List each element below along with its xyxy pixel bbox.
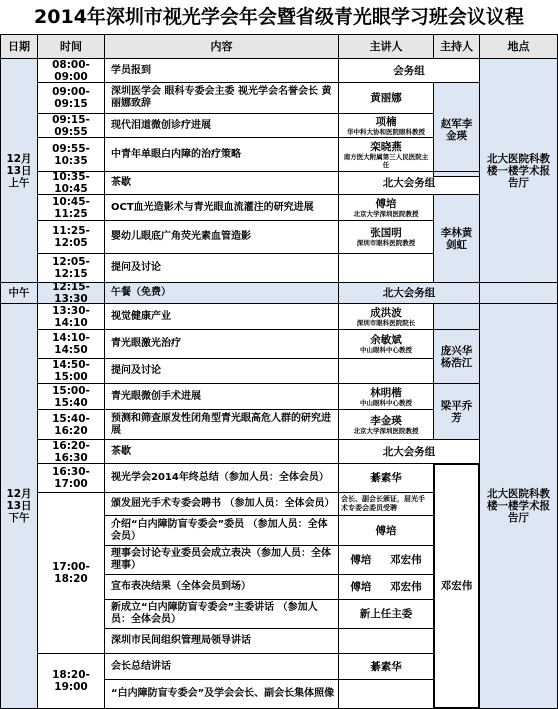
- speaker-org: 华中科大协和医院眼科教授: [347, 127, 425, 136]
- speaker-name: 张国明: [370, 227, 402, 239]
- row-speaker: 黄丽娜: [338, 82, 434, 114]
- host-cell: 赵军李金瑛: [433, 82, 480, 177]
- row-content: 午餐（免费）: [104, 282, 339, 304]
- row-speaker: [338, 113, 434, 138]
- row-speaker: 綦素华: [338, 653, 434, 680]
- speaker-name: 栾晓燕: [370, 140, 402, 153]
- speaker-b: 邓宏伟: [390, 581, 422, 593]
- row-time: 10:35-10:45: [37, 171, 105, 195]
- row-speaker: 北大会务组: [338, 282, 480, 304]
- row-speaker: [338, 409, 434, 440]
- speaker-name: 成洪波: [370, 306, 402, 319]
- row-time: 12:15-13:30: [37, 282, 105, 304]
- row-content: 茶歇: [104, 439, 339, 464]
- header-time: 时间: [37, 34, 105, 59]
- row-time: 09:55-10:35: [37, 137, 105, 172]
- row-speaker: [338, 329, 434, 359]
- row-speaker: [338, 303, 434, 330]
- row-content: 颁发屈光手术专委会聘书 （参加人员：全体会员）: [104, 492, 339, 516]
- row-time: 13:30-14:10: [37, 303, 105, 330]
- row-speaker: [338, 628, 434, 654]
- row-content: OCT血光造影术与青光眼血流灌注的研究进展: [104, 194, 339, 221]
- row-content: 青光眼微创手术进展: [104, 383, 339, 410]
- row-time: 10:45-11:25: [37, 194, 105, 221]
- row-content: 现代泪道微创诊疗进展: [104, 113, 339, 138]
- host-cell: 邓宏伟: [433, 463, 480, 709]
- row-speaker: [338, 137, 434, 172]
- date-morning: 12月13日上午: [0, 58, 38, 283]
- speaker-org: 中山眼科中心教授: [360, 346, 412, 354]
- row-speaker: 傅培: [338, 515, 434, 546]
- row-content: 新成立“白内障防盲专委会”主委讲话 （参加人员：全体会员）: [104, 599, 339, 629]
- row-speaker: 綦素华: [338, 463, 434, 493]
- row-content: 宣布表决结果（全体会员到场）: [104, 574, 339, 600]
- row-speaker: [338, 253, 434, 283]
- speaker-org: 深圳市眼科医院教授: [356, 239, 416, 247]
- row-content: 深圳医学会 眼科专委会主委 视光学会名誉会长 黄丽娜致辞: [104, 82, 339, 114]
- host-cell: 李林黄剑虹: [433, 194, 480, 283]
- row-speaker: [338, 358, 434, 384]
- host-blank: [433, 303, 480, 330]
- row-speaker: [338, 194, 434, 221]
- speaker-org: 北京大学深圳医院教授: [353, 209, 419, 218]
- speaker-org: 中山眼科中心教授: [360, 398, 412, 407]
- row-speaker: [338, 545, 434, 575]
- row-time: 14:50-15:00: [37, 358, 105, 384]
- row-speaker: 新上任主委: [338, 599, 434, 629]
- speaker-org: 北京大学深圳医院教授: [353, 426, 419, 435]
- page-title: 2014年深圳市视光学会年会暨省级青光眼学习班会议议程: [34, 6, 524, 28]
- speaker-name: 李金瑛: [370, 414, 402, 427]
- row-speaker: [338, 492, 434, 516]
- row-content: 提问及讨论: [104, 253, 339, 283]
- row-time: 16:20-16:30: [37, 439, 105, 464]
- row-speaker: [338, 679, 434, 709]
- speaker-a: 傅培: [350, 554, 372, 566]
- row-time: 15:00-15:40: [37, 383, 105, 410]
- venue-noon-blank: [479, 282, 558, 304]
- row-content: 理事会讨论专业委员会成立表决（参加人员：全体理事）: [104, 545, 339, 575]
- row-speaker: 会务组: [338, 58, 480, 83]
- row-content: 深圳市民间组织管理局领导讲话: [104, 628, 339, 654]
- speaker-note: 会长、副会长颁证，屈光手术专委会委员受聘: [341, 495, 425, 512]
- speaker-org: 南方医大附属第三人民医院主任: [343, 152, 429, 169]
- row-speaker: [338, 383, 434, 410]
- row-content: 茶歇: [104, 171, 339, 195]
- row-time: 18:20-19:00: [37, 653, 105, 709]
- header-date: 日期: [0, 34, 38, 59]
- speaker-name: 项楠: [375, 115, 397, 128]
- row-content: 视光学会2014年终总结（参加人员：全体会员）: [104, 463, 339, 493]
- header-venue: 地点: [479, 34, 558, 59]
- speaker-name: 傅培: [375, 197, 397, 210]
- speaker-name: 余敏斌: [370, 334, 402, 346]
- row-time: 11:25-12:05: [37, 220, 105, 254]
- host-cell: 梁平乔芳: [433, 383, 480, 440]
- header-host: 主持人: [433, 34, 480, 59]
- row-time: 09:15-09:55: [37, 113, 105, 138]
- header-content: 内容: [104, 34, 339, 59]
- venue-morning: 北大医院科教楼一楼学术报告厅: [479, 58, 558, 283]
- row-content: 提问及讨论: [104, 358, 339, 384]
- row-content: 介绍“白内障防盲专委会”委员 （参加人员：全体会员）: [104, 515, 339, 546]
- date-noon: 中午: [0, 282, 38, 304]
- row-speaker: [338, 574, 434, 600]
- speaker-org: 深圳市眼科医院院长: [356, 318, 416, 327]
- row-content: 学员报到: [104, 58, 339, 83]
- row-time: 12:05-12:15: [37, 253, 105, 283]
- row-content: 视觉健康产业: [104, 303, 339, 330]
- row-content: 中青年单眼白内障的治疗策略: [104, 137, 339, 172]
- host-cell: 庞兴华杨浩江: [433, 329, 480, 384]
- row-time: 09:00-09:15: [37, 82, 105, 114]
- date-afternoon: 12月13日下午: [0, 303, 38, 709]
- row-content: “白内障防盲专委会”及学会会长、副会长集体照像: [104, 679, 339, 709]
- row-time: 16:30-17:00: [37, 463, 105, 493]
- row-speaker: 北大会务组: [338, 171, 480, 195]
- row-content: 青光眼激光治疗: [104, 329, 339, 359]
- row-speaker: [338, 220, 434, 254]
- speaker-name: 林明楷: [370, 386, 402, 399]
- row-time: 08:00-09:00: [37, 58, 105, 83]
- venue-afternoon: 北大医院科教楼一楼学术报告厅: [479, 303, 558, 709]
- row-content: 会长总结讲话: [104, 653, 339, 680]
- speaker-b: 邓宏伟: [390, 554, 422, 566]
- row-content: 预测和筛查原发性闭角型青光眼高危人群的研究进展: [104, 409, 339, 440]
- row-time: 15:40-16:20: [37, 409, 105, 440]
- row-speaker: 北大会务组: [338, 439, 480, 464]
- row-time: 14:10-14:50: [37, 329, 105, 359]
- row-content: 婴幼儿眼底广角荧光素血管造影: [104, 220, 339, 254]
- row-time: 17:00-18:20: [37, 492, 105, 654]
- speaker-a: 傅培: [350, 581, 372, 593]
- header-speaker: 主讲人: [338, 34, 434, 59]
